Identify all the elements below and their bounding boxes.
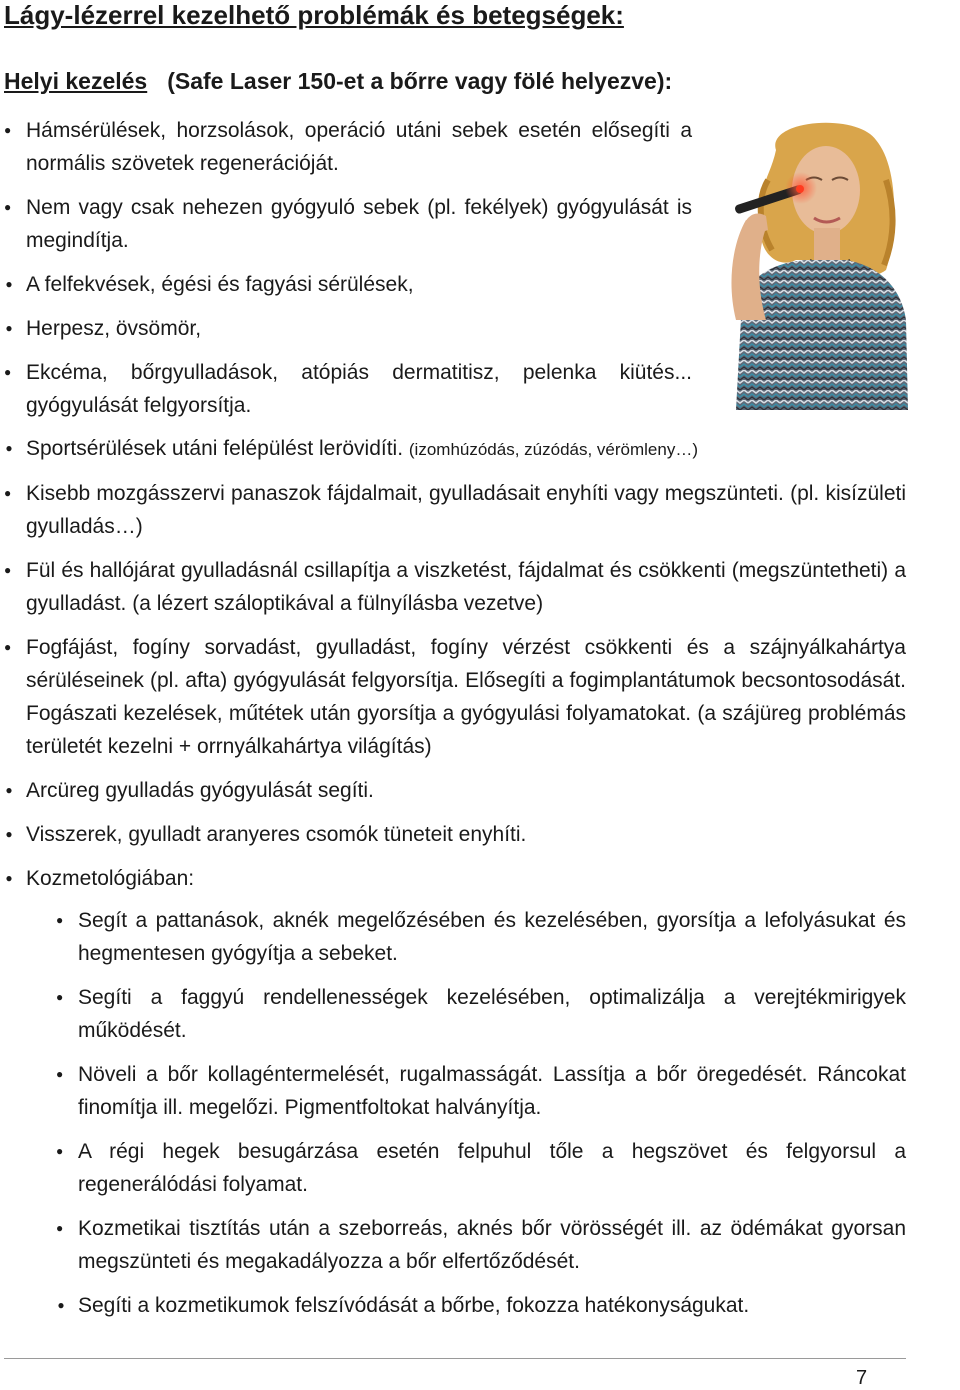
sub-list-item: ● Segíti a kozmetikumok felszívódását a bőrbe, fokozza hatékonyságukat. <box>78 1289 906 1322</box>
bullet-icon: ● <box>4 640 12 654</box>
sub-list-item: ● Segíti a faggyú rendellenességek kezelésében, optimalizálja a verejtékmirigyek működését. <box>78 981 906 1047</box>
bullet-icon: ● <box>56 1067 64 1081</box>
bullet-icon: ● <box>4 123 12 137</box>
bullet-icon: ● <box>56 990 64 1004</box>
bullet-icon: ● <box>4 365 12 379</box>
list-item-note: (izomhúzódás, zúzódás, vérömleny…) <box>408 440 699 459</box>
bullet-icon: ● <box>56 913 64 927</box>
bullet-icon: ● <box>5 321 13 335</box>
bullet-icon: ● <box>5 277 13 291</box>
bullet-icon: ● <box>56 1221 64 1235</box>
bullet-icon: ● <box>57 1298 65 1312</box>
section-subtitle <box>4 66 672 96</box>
list-item: ● Kisebb mozgásszervi panaszok fájdalmait, gyulladásait enyhíti vagy megszünteti. (pl. kisízületi gyulladás…) <box>26 477 906 543</box>
list-item: ● A felfekvések, égési és fagyási sérülések, <box>26 268 692 301</box>
bullet-icon: ● <box>5 827 13 841</box>
list-item: ● Nem vagy csak nehezen gyógyuló sebek (pl. fekélyek) gyógyulását is megindítja. <box>26 191 692 257</box>
subtitle-underlined: Helyi kezelés <box>4 68 148 94</box>
list-item: ● Fogfájást, fogíny sorvadást, gyulladást, fogíny vérzést csökkenti és a szájnyálkahártya sérüléseinek (pl. afta) gyógyulását felgyorsítja. Elősegíti a fogimplantátumok becsontosodását. Fogászati kezelések, műtétek után gyorsítja a gyógyulási folyamatokat. (a szájüreg problémás területét kezelni + orrnyálkahártya világítás) <box>26 631 906 763</box>
list-item: ● Arcüreg gyulladás gyógyulását segíti. <box>26 774 906 807</box>
woman-laser-photo <box>716 120 908 410</box>
page-title: Lágy-lézerrel kezelhető problémák és betegségek: <box>4 0 624 30</box>
list-item: ● Visszerek, gyulladt aranyeres csomók tüneteit enyhíti. <box>26 818 906 851</box>
bullet-icon: ● <box>56 1144 64 1158</box>
bullet-icon: ● <box>5 783 13 797</box>
bullet-icon: ● <box>5 441 13 455</box>
list-item: ● Ekcéma, bőrgyulladások, atópiás dermatitisz, pelenka kiütés... gyógyulását felgyorsítja. <box>26 356 692 422</box>
bullet-list-beside-photo <box>4 114 692 422</box>
bullet-icon: ● <box>4 563 12 577</box>
bullet-icon: ● <box>4 486 12 500</box>
list-item: ● Herpesz, övsömör, <box>26 312 692 345</box>
page-number: 7 <box>856 1367 868 1389</box>
sub-list-item: ● Növeli a bőr kollagéntermelését, rugalmasságát. Lassítja a bőr öregedését. Ráncokat finomítja ill. megelőzi. Pigmentfoltokat halványítja. <box>78 1058 906 1124</box>
footer-rule <box>4 1358 906 1359</box>
list-item: ● Fül és hallójárat gyulladásnál csillapítja a viszketést, fájdalmat és csökkenti (megszüntetheti) a gyulladást. (a lézert száloptikával a fülnyílásba vezetve) <box>26 554 906 620</box>
bullet-list-full <box>4 432 906 895</box>
list-item: ● Sportsérülések utáni felépülést lerövidíti. (izomhúzódás, zúzódás, vérömleny…) <box>26 432 906 466</box>
subtitle-rest: (Safe Laser 150-et a bőrre vagy fölé helyezve): <box>167 68 673 94</box>
sub-list-item: ● A régi hegek besugárzása esetén felpuhul tőle a hegszövet és felgyorsul a regenerálódási folyamat. <box>78 1135 906 1201</box>
bullet-icon: ● <box>4 200 12 214</box>
bullet-icon: ● <box>5 871 13 885</box>
list-item: ● Kozmetológiában: <box>26 862 906 895</box>
sub-bullet-list <box>56 904 906 1322</box>
sub-list-item: ● Kozmetikai tisztítás után a szeborreás, aknés bőr vörösségét ill. az ödémákat gyorsan megszünteti és megakadályozza a bőr elfertőződését. <box>78 1212 906 1278</box>
sub-list-item: ● Segít a pattanások, aknék megelőzésében és kezelésében, gyorsítja a lefolyásukat és hegmentesen gyógyítja a sebeket. <box>78 904 906 970</box>
list-item: ● Hámsérülések, horzsolások, operáció utáni sebek esetén elősegíti a normális szövetek regenerációját. <box>26 114 692 180</box>
